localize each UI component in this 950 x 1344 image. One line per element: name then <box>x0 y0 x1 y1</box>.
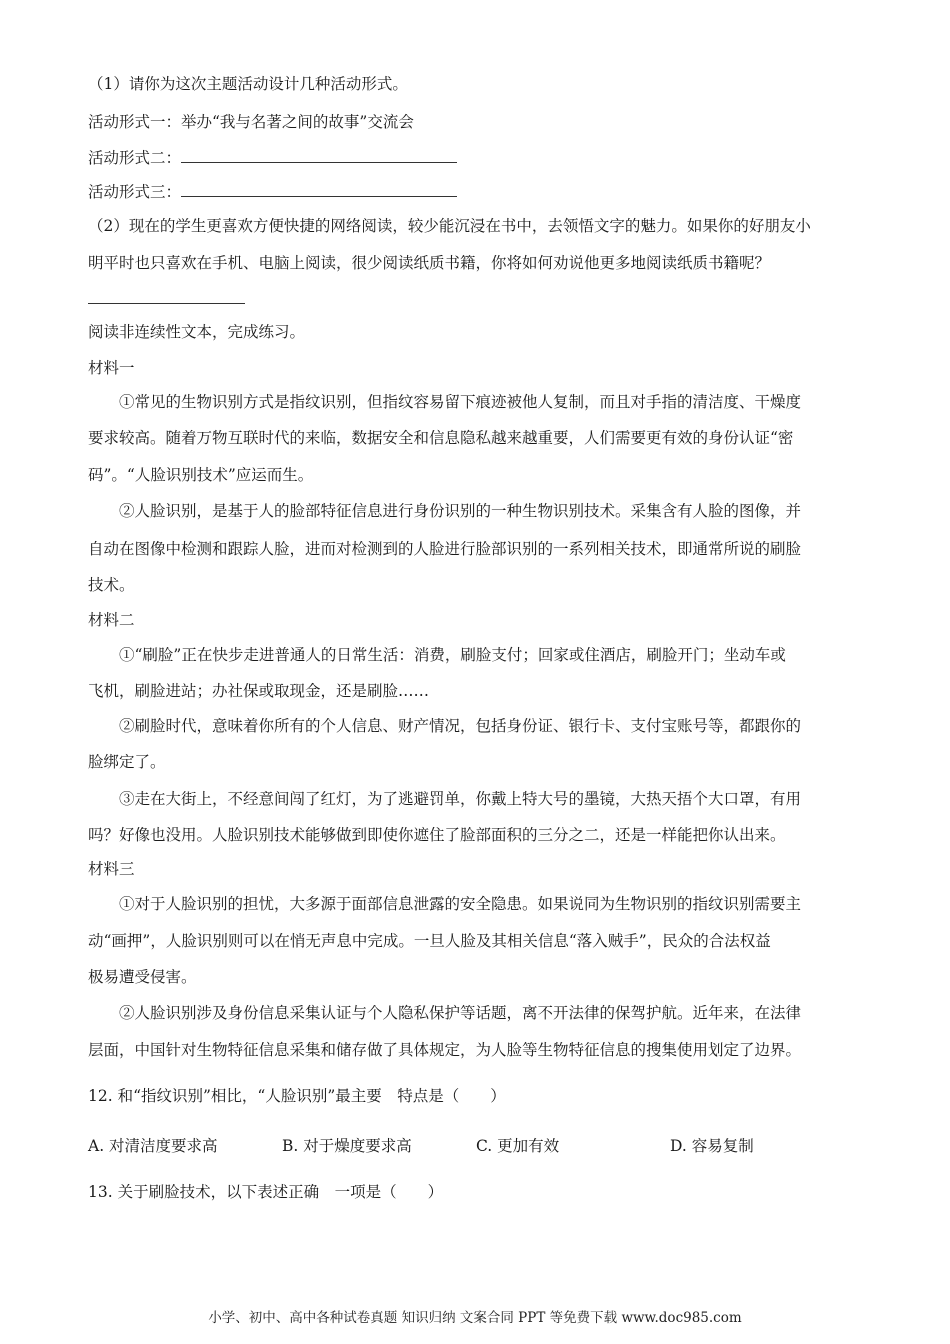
answer-blank <box>181 148 457 163</box>
m2-paragraph-line: 脸绑定了。 <box>88 753 166 771</box>
question-13: 13. 关于刷脸技术，以下表述正确 一项是（ ） <box>88 1183 444 1201</box>
activity-form-3 <box>88 182 457 202</box>
q2-line-1: （2）现在的学生更喜欢方便快捷的网络阅读，较少能沉浸在书中，去领悟文字的魅力。如果你的好朋友小 <box>88 217 811 235</box>
q12-option-d[interactable]: D. 容易复制 <box>670 1137 754 1155</box>
question-12: 12. 和“指纹识别”相比，“人脸识别”最主要 特点是（ ） <box>88 1087 506 1105</box>
m1-paragraph-line: ②人脸识别，是基于人的脸部特征信息进行身份识别的一种生物识别技术。采集含有人脸的图像，并 <box>119 502 802 520</box>
q12-option-a[interactable]: A. 对清洁度要求高 <box>88 1137 218 1155</box>
answer-blank <box>181 182 457 197</box>
q12-option-b[interactable]: B. 对于燥度要求高 <box>282 1137 412 1155</box>
m3-paragraph-line: 极易遭受侵害。 <box>88 968 197 986</box>
m1-paragraph-line: 技术。 <box>88 576 135 594</box>
activity-form-2 <box>88 148 457 168</box>
q1-prompt: （1）请你为这次主题活动设计几种活动形式。 <box>88 75 408 93</box>
m1-paragraph-line: ①常见的生物识别方式是指纹识别，但指纹容易留下痕迹被他人复制，而且对手指的清洁度、干燥度 <box>119 393 802 411</box>
m2-paragraph-line: 吗？好像也没用。人脸识别技术能够做到即使你遮住了脸部面积的三分之二，还是一样能把你认出来。 <box>88 826 786 844</box>
material-3-title: 材料三 <box>88 860 135 878</box>
material-1-title: 材料一 <box>88 359 135 377</box>
activity-form-1: 活动形式一：举办“我与名著之间的故事”交流会 <box>88 113 414 131</box>
m3-paragraph-line: ①对于人脸识别的担忧，大多源于面部信息泄露的安全隐患。如果说同为生物识别的指纹识别需要主 <box>119 895 802 913</box>
q12-option-c[interactable]: C. 更加有效 <box>476 1137 560 1155</box>
q2-line-2: 明平时也只喜欢在手机、电脑上阅读，很少阅读纸质书籍，你将如何劝说他更多地阅读纸质书籍呢？ <box>88 254 771 272</box>
m1-paragraph-line: 要求较高。随着万物互联时代的来临，数据安全和信息隐私越来越重要，人们需要更有效的身份认证“密 <box>88 429 794 447</box>
m3-paragraph-line: 层面，中国针对生物特征信息采集和储存做了具体规定，为人脸等生物特征信息的搜集使用划定了边界。 <box>88 1041 802 1059</box>
m2-paragraph-line: ②刷脸时代，意味着你所有的个人信息、财产情况，包括身份证、银行卡、支付宝账号等，都跟你的 <box>119 717 802 735</box>
m1-paragraph-line: 码”。“人脸识别技术”应运而生。 <box>88 466 314 484</box>
m3-paragraph-line: 动“画押”，人脸识别则可以在悄无声息中完成。一旦人脸及其相关信息“落入贼手”，民众的合法权益 <box>88 932 771 950</box>
activity-form-3-label: 活动形式三： <box>88 183 182 201</box>
m1-paragraph-line: 自动在图像中检测和跟踪人脸，进而对检测到的人脸进行脸部识别的一系列相关技术，即通常所说的刷脸 <box>88 540 802 558</box>
m3-paragraph-line: ②人脸识别涉及身份信息采集认证与个人隐私保护等话题，离不开法律的保驾护航。近年来，在法律 <box>119 1004 802 1022</box>
answer-rule <box>88 303 245 304</box>
m2-paragraph-line: 飞机，刷脸进站；办社保或取现金，还是刷脸…… <box>88 682 430 700</box>
m2-paragraph-line: ③走在大街上，不经意间闯了红灯，为了逃避罚单，你戴上特大号的墨镜，大热天捂个大口罩，有用 <box>119 790 802 808</box>
material-2-title: 材料二 <box>88 611 135 629</box>
activity-form-2-label: 活动形式二： <box>88 149 182 167</box>
m2-paragraph-line: ①“刷脸”正在快步走进普通人的日常生活：消费，刷脸支付；回家或住酒店，刷脸开门；坐动车或 <box>119 646 786 664</box>
footer-banner: 小学、初中、高中各种试卷真题 知识归纳 文案合同 PPT 等免费下载 www.doc985.com <box>208 1310 742 1326</box>
reading-intro: 阅读非连续性文本，完成练习。 <box>88 323 306 341</box>
